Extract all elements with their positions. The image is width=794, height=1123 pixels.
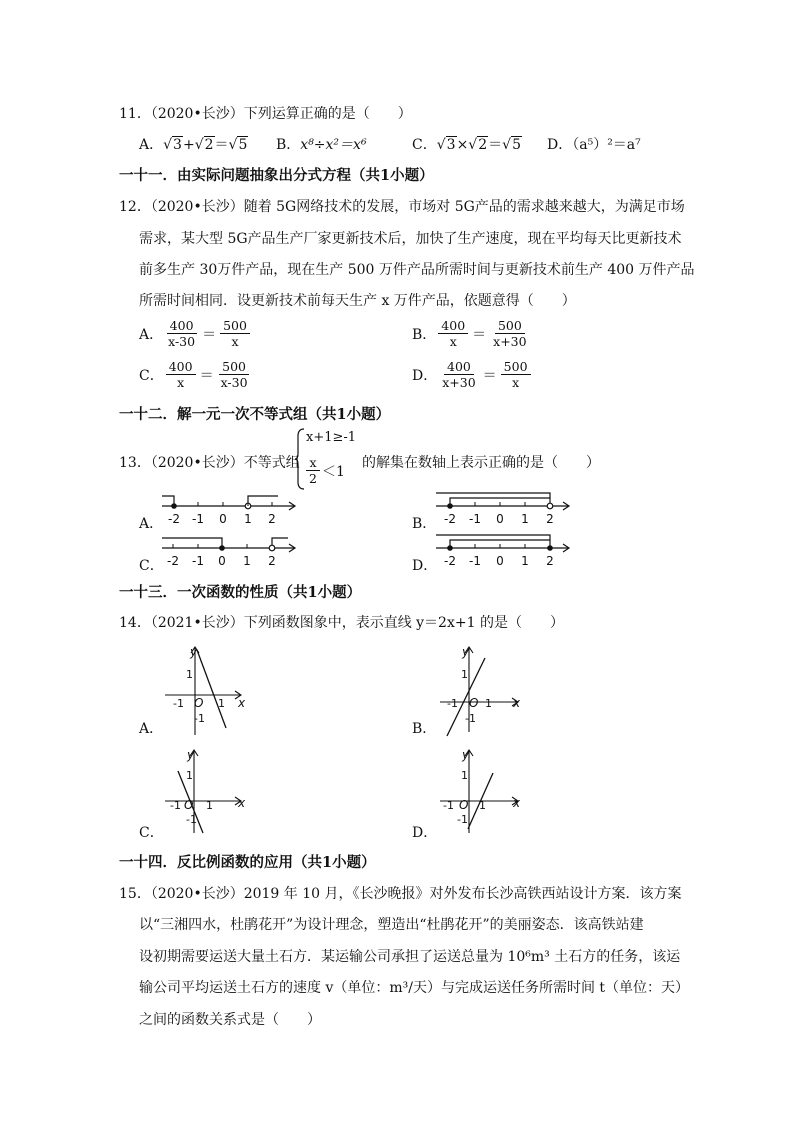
q12-option-b: B． $\frac{400}{x}$ ＝ $\frac{500}{x+30}$ (412, 318, 527, 349)
origin-label: O (184, 798, 194, 812)
q11-option-d: D．（a⁵）²＝a⁷ (547, 137, 641, 153)
q14-graph-a (160, 640, 255, 740)
tick-label: -1 (186, 813, 197, 826)
q12-option-a: A． $\frac{400}{x-30}$ ＝ $\frac{500}{x}$ (139, 318, 252, 349)
q14-graph-d (435, 743, 530, 838)
tick-label: 1 (461, 769, 468, 782)
tick-label: -1 (170, 799, 181, 812)
tick-label: -2 (167, 554, 179, 568)
tick-label: 1 (461, 668, 468, 681)
q15-line-2: 以“三湘四水，杜鹃花开”为设计理念，塑造出“杜鹃花开”的美丽姿态．该高铁站建 (139, 917, 644, 933)
q15-line-5: 之间的函数关系式是（ ） (139, 1012, 321, 1028)
open-point-icon (269, 545, 275, 551)
origin-label: O (469, 696, 479, 710)
q13-number-line-d (432, 532, 572, 568)
q14-option-c-label: C． (139, 825, 164, 841)
tick-label: 1 (244, 512, 252, 526)
tick-label: -2 (168, 512, 180, 526)
axis-y-label: y (462, 748, 470, 762)
axis-x-label: x (513, 796, 521, 810)
tick-label: 1 (485, 697, 492, 710)
axis-y-label: y (190, 645, 198, 659)
q12-option-d: D． $\frac{400}{x+30}$ ＝ $\frac{500}{x}$ (412, 359, 533, 390)
q12-line-2: 需求，某大型 5G产品生产厂家更新技术后，加快了生产速度，现在平均每天比更新技术 (139, 231, 682, 247)
q13-inequality-1: x+1≥-1 (306, 430, 357, 445)
q12-line-4: 所需时间相同．设更新技术前每天生产 x 万件产品，依题意得（ ） (139, 293, 576, 309)
tick-label: 1 (521, 512, 529, 526)
q14-option-b-label: B． (412, 721, 437, 737)
section-heading-11: 一十一．由实际问题抽象出分式方程（共1小题） (119, 167, 434, 184)
origin-label: O (194, 696, 204, 710)
open-point-icon (547, 503, 553, 509)
section-heading-12: 一十二．解一元一次不等式组（共1小题） (119, 406, 391, 423)
tick-label: 2 (546, 554, 554, 568)
q13-number-line-b (432, 490, 572, 526)
tick-label: 0 (219, 512, 227, 526)
axis-x-label: x (238, 796, 246, 810)
q14-option-d-label: D． (412, 825, 438, 841)
tick-label: -1 (173, 697, 184, 710)
tick-label: -2 (444, 554, 456, 568)
tick-label: 1 (243, 554, 251, 568)
tick-label: -1 (447, 697, 458, 710)
tick-label: 2 (546, 512, 554, 526)
tick-label: 1 (206, 799, 213, 812)
tick-label: -1 (192, 512, 204, 526)
tick-label: 1 (521, 554, 529, 568)
closed-point-icon (219, 545, 225, 551)
q11-option-c: C．√3×√2＝√5 (412, 137, 521, 153)
q15-line-1: 15．（2020•长沙）2019 年 10 月，《长沙晚报》对外发布长沙高铁西站设计方案．该方案 (119, 886, 682, 902)
tick-label: 1 (186, 769, 193, 782)
section-heading-14: 一十四．反比例函数的应用（共1小题） (119, 854, 376, 871)
q13-number-line-c (158, 532, 298, 568)
tick-label: 1 (186, 668, 193, 681)
tick-label: 1 (218, 697, 225, 710)
tick-label: 2 (268, 512, 276, 526)
axis-x-label: x (513, 696, 521, 710)
origin-label: O (459, 798, 469, 812)
tick-label: -1 (443, 799, 454, 812)
tick-label: 0 (496, 554, 504, 568)
axis-y-label: y (187, 748, 195, 762)
q11-option-b: B．x⁸÷x²＝x⁶ (276, 137, 367, 153)
tick-label: -1 (469, 554, 481, 568)
axis-x-label: x (238, 696, 246, 710)
tick-label: -2 (444, 512, 456, 526)
q13-option-b-label: B． (412, 516, 437, 532)
q15-line-3: 设初期需要运送大量土石方．某运输公司承担了运送总量为 10⁶m³ 土石方的任务，该运 (139, 949, 681, 965)
q13-suffix: 的解集在数轴上表示正确的是（ ） (362, 455, 600, 471)
q12-line-1: 12．（2020•长沙）随着 5G网络技术的发展，市场对 5G产品的需求越来越大，为满足市场 (119, 199, 685, 215)
q13-option-d-label: D． (412, 558, 438, 574)
q14-stem: 14．（2021•长沙）下列函数图象中，表示直线 y＝2x+1 的是（ ） (119, 615, 564, 631)
tick-label: -1 (457, 813, 468, 826)
q13-option-c-label: C． (139, 558, 164, 574)
q11-option-a: A．√3+√2＝√5 (139, 137, 248, 153)
tick-label: 0 (496, 512, 504, 526)
q14-option-a-label: A． (139, 721, 164, 737)
axis-y-label: y (462, 645, 470, 659)
tick-label: -1 (194, 712, 205, 725)
section-heading-13: 一十三．一次函数的性质（共1小题） (119, 584, 362, 601)
q13-inequality-2: $\frac{x}{2}$ ＜1 (304, 455, 345, 486)
q12-line-3: 前多生产 30万件产品，现在生产 500 万件产品所需时间与更新技术前生产 400 万件产品 (139, 262, 695, 278)
q13-option-a-label: A． (139, 516, 164, 532)
tick-label: 2 (268, 554, 276, 568)
tick-label: -1 (192, 554, 204, 568)
q14-graph-c (160, 743, 255, 838)
q11-stem: 11．（2020•长沙）下列运算正确的是（ ） (119, 106, 412, 122)
q13-prefix: 13．（2020•长沙）不等式组 (119, 455, 300, 471)
closed-point-icon (447, 503, 453, 509)
tick-label: -1 (465, 712, 476, 725)
closed-point-icon (447, 545, 453, 551)
q12-option-c: C． $\frac{400}{x}$ ＝ $\frac{500}{x-30}$ (139, 359, 248, 390)
q15-line-4: 输公司平均运送土石方的速度 v（单位：m³/天）与完成运送任务所需时间 t（单位：天） (139, 980, 690, 996)
tick-label: -1 (469, 512, 481, 526)
closed-point-icon (547, 545, 553, 551)
tick-label: 0 (218, 554, 226, 568)
q14-graph-b (435, 640, 530, 740)
q13-number-line-a (158, 490, 298, 526)
tick-label: 1 (479, 799, 486, 812)
